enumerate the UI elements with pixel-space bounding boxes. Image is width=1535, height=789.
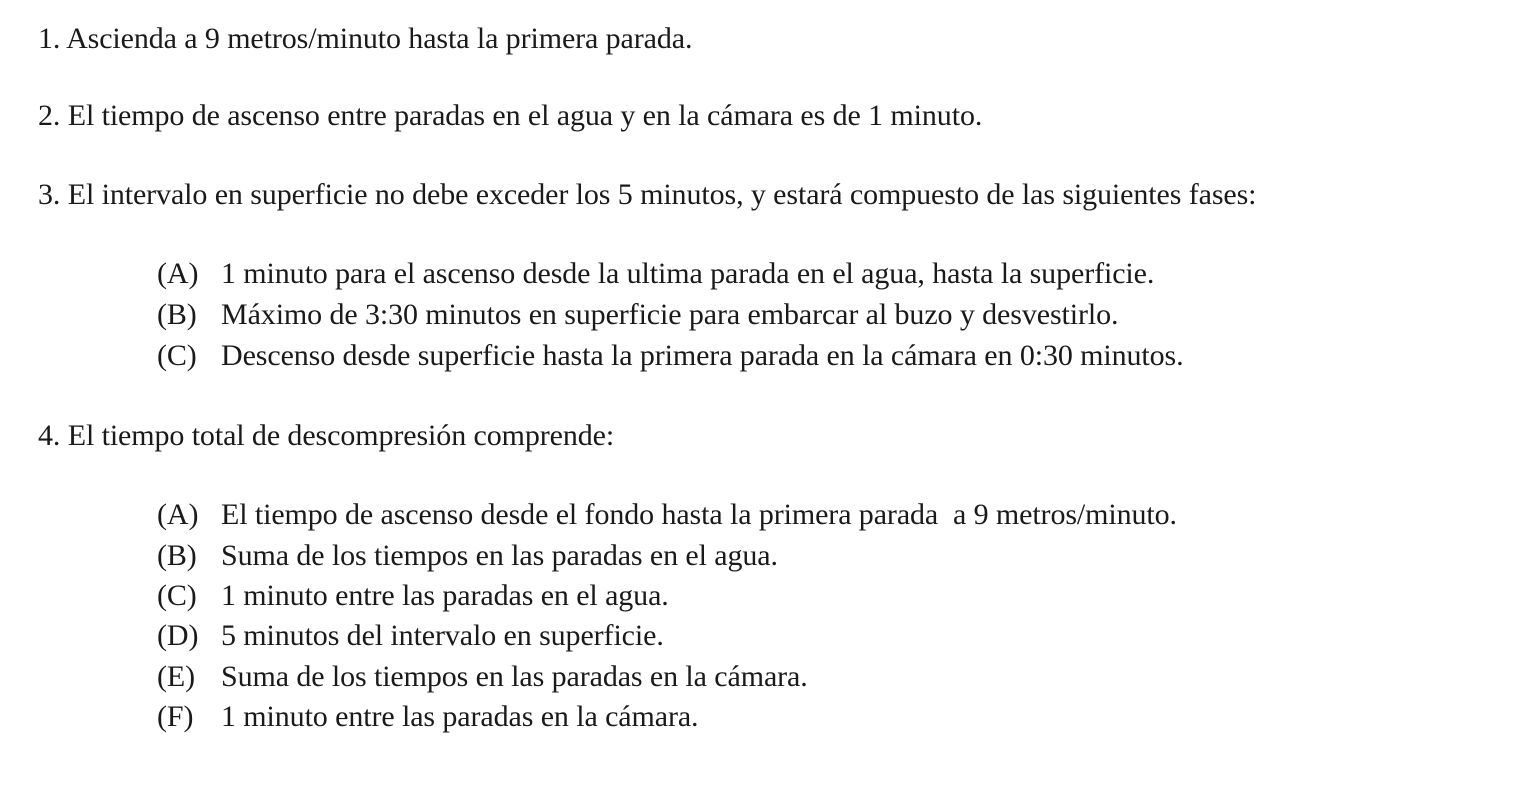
- sub-item-letter: (A): [157, 498, 199, 531]
- sub-item-letter: (E): [157, 660, 196, 693]
- list-item-4: [38, 416, 614, 456]
- sub-item-4a: [157, 495, 1177, 535]
- item-number: 1.: [38, 22, 61, 55]
- sub-item-letter: (C): [157, 339, 197, 372]
- sub-item-letter: (B): [157, 298, 197, 331]
- item-number: 3.: [38, 178, 61, 211]
- sub-item-letter: (D): [157, 619, 199, 652]
- sub-item-text: Máximo de 3:30 minutos en superficie para embarcar al buzo y desvestirlo.: [221, 298, 1119, 331]
- sub-item-text: Suma de los tiempos en las paradas en el agua.: [221, 539, 778, 572]
- item-text: El tiempo total de descompresión comprende:: [67, 419, 615, 452]
- sub-item-letter: (B): [157, 539, 197, 572]
- sub-item-text: El tiempo de ascenso desde el fondo hasta la primera parada a 9 metros/minuto.: [221, 498, 1177, 531]
- item-number: 2.: [38, 99, 61, 132]
- list-item-3: [38, 175, 1256, 215]
- sub-item-3c: [157, 336, 1184, 376]
- list-item-2: [38, 96, 982, 136]
- item-number: 4.: [38, 419, 61, 452]
- sub-item-letter: (F): [157, 700, 194, 733]
- sub-item-3b: [157, 295, 1118, 335]
- sub-item-4d: [157, 616, 664, 656]
- list-item-1: [38, 19, 692, 59]
- item-text: Ascienda a 9 metros/minuto hasta la primera parada.: [66, 22, 693, 55]
- sub-item-letter: (A): [157, 257, 199, 290]
- sub-item-text: 1 minuto para el ascenso desde la ultima parada en el agua, hasta la superficie.: [221, 257, 1155, 290]
- sub-item-text: 5 minutos del intervalo en superficie.: [221, 619, 664, 652]
- sub-item-4e: [157, 657, 808, 697]
- item-text: El intervalo en superficie no debe exceder los 5 minutos, y estará compuesto de las siguientes fases:: [67, 178, 1257, 211]
- sub-item-text: Suma de los tiempos en las paradas en la cámara.: [221, 660, 808, 693]
- sub-item-4c: [157, 576, 669, 616]
- sub-item-text: Descenso desde superficie hasta la primera parada en la cámara en 0:30 minutos.: [221, 339, 1184, 372]
- sub-item-4f: [157, 697, 698, 737]
- sub-item-text: 1 minuto entre las paradas en la cámara.: [221, 700, 699, 733]
- sub-item-letter: (C): [157, 579, 197, 612]
- sub-item-text: 1 minuto entre las paradas en el agua.: [221, 579, 669, 612]
- sub-item-4b: [157, 536, 778, 576]
- item-text: El tiempo de ascenso entre paradas en el agua y en la cámara es de 1 minuto.: [67, 99, 983, 132]
- sub-item-3a: [157, 254, 1154, 294]
